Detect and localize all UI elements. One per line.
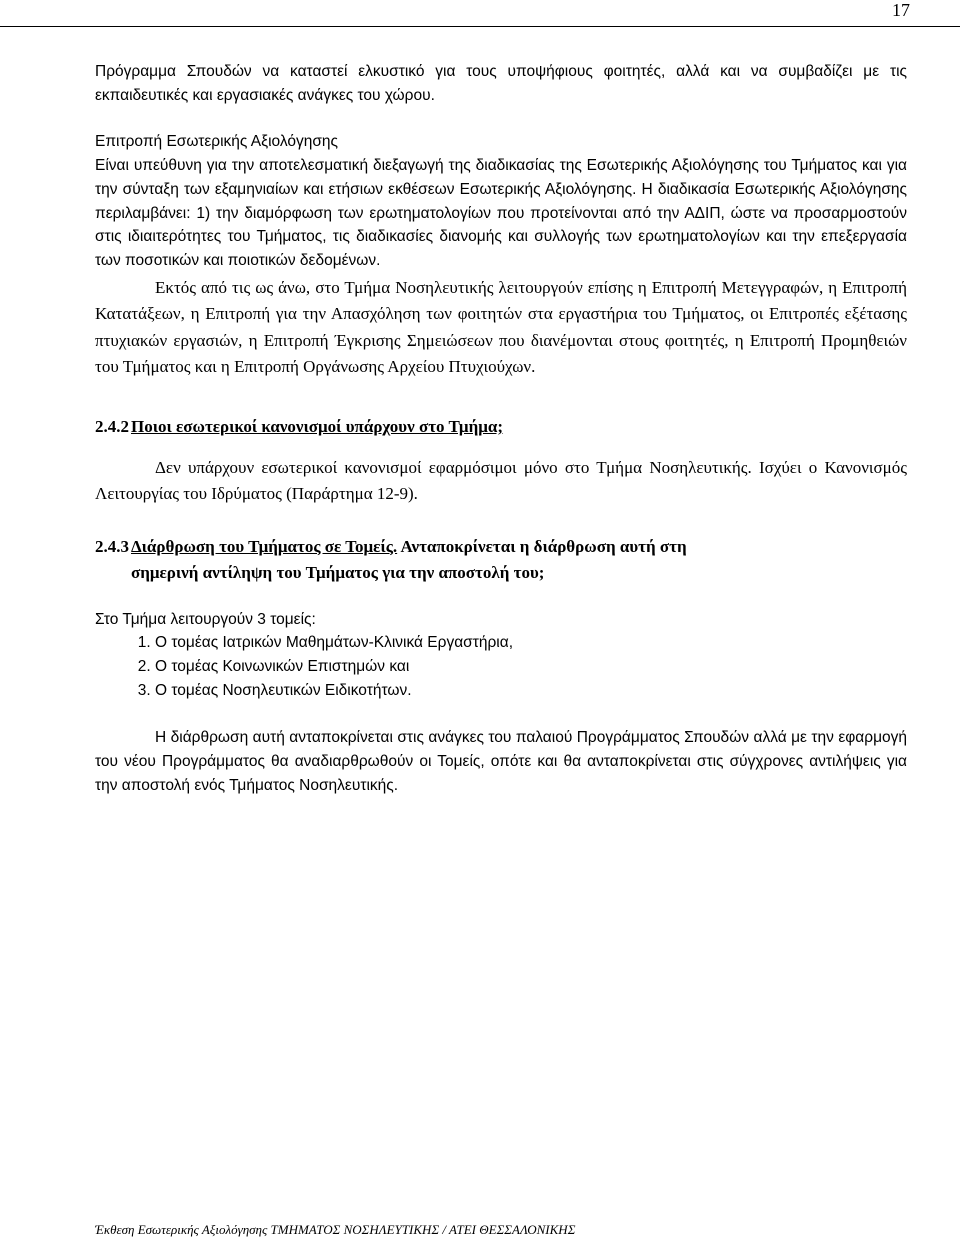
section-number: 2.4.3 [95, 536, 129, 556]
list-item: 2. Ο τομέας Κοινωνικών Επιστημών και [155, 655, 907, 679]
list-item: 1. Ο τομέας Ιατρικών Μαθημάτων-Κλινικά Εργαστήρια, [155, 631, 907, 655]
list-item: 3. Ο τομέας Νοσηλευτικών Ειδικοτήτων. [155, 679, 907, 703]
page-footer: Έκθεση Εσωτερικής Αξιολόγησης ΤΜΗΜΑΤΟΣ ΝΟΣΗΛΕΥΤΙΚΗΣ / ΑΤΕΙ ΘΕΣΣΑΛΟΝΙΚΗΣ [95, 1222, 576, 1237]
page-number: 17 [892, 0, 910, 20]
sectors-list [95, 631, 907, 702]
sectors-intro: Στο Τμήμα λειτουργούν 3 τομείς: [95, 610, 316, 628]
section-2-4-3-heading [95, 534, 907, 586]
committee-title: Επιτροπή Εσωτερικής Αξιολόγησης [95, 133, 339, 151]
section-2-4-2-heading [95, 414, 907, 440]
header-rule [0, 26, 960, 27]
paragraph-other-committees: Εκτός από τις ως άνω, στο Τμήμα Νοσηλευτικής λειτουργούν επίσης η Επιτροπή Μετεγγραφών, η Επιτροπή Κατατάξεων, η Επιτροπή για την Απασχόληση των φοιτητών στα εργαστήρια του Τμήματος, οι Επιτροπές εξέτασης πτυχιακών εργασιών, η Επιτροπή Έγκρισης Σημειώσεων που διανέμονται στους φοιτητές, η Επιτροπή Προμηθειών του Τμήματος και η Επιτροπή Οργάνωσης Αρχείου Πτυχιούχων. [95, 277, 907, 377]
paragraph-conclusion: Η διάρθρωση αυτή ανταποκρίνεται στις ανάγκες του παλαιού Προγράμματος Σπουδών αλλά με την εφαρμογή του νέου Προγράμματος θα αναδιαρθρωθούν οι Τομείς, οπότε και θα ανταποκρίνεται στις σύγχρονες αντιλήψεις για την αποστολή ενός Τμήματος Νοσηλευτικής. [95, 729, 907, 794]
paragraph-regulations: Δεν υπάρχουν εσωτερικοί κανονισμοί εφαρμόσιμοι μόνο στο Τμήμα Νοσηλευτικής. Ισχύει ο Κανονισμός Λειτουργίας του Ιδρύματος (Παράρτημα 12-9). [95, 457, 907, 504]
section-title: Ποιοι εσωτερικοί κανονισμοί υπάρχουν στο Τμήμα; [131, 416, 504, 436]
section-title-continuation: σημερινή αντίληψη του Τμήματος για την αποστολή του; [131, 562, 545, 582]
section-number: 2.4.2 [95, 416, 129, 436]
section-title-rest: Ανταποκρίνεται η διάρθρωση αυτή στη [397, 536, 687, 556]
paragraph-committee: Είναι υπεύθυνη για την αποτελεσματική διεξαγωγή της διαδικασίας της Εσωτερικής Αξιολόγησης του Τμήματος και για την σύνταξη των εξαμηνιαίων και ετήσιων εκθέσεων Εσωτερικής Αξιολόγησης. Η διαδικασία Εσωτερικής Αξιολόγησης περιλαμβάνει: 1) την διαμόρφωση των ερωτηματολογίων που προτείνονται από την ΑΔΙΠ, ώστε να προσαρμοστούν στις ιδιαιτερότητες του Τμήματος, τις διαδικασίες διανομής και συλλογής των ερωτηματολογίων και την επεξεργασία των ποσοτικών και ποιοτικών δεδομένων. [95, 157, 907, 269]
section-title: Διάρθρωση του Τμήματος σε Τομείς. [131, 536, 398, 556]
paragraph-curriculum: Πρόγραμμα Σπουδών να καταστεί ελκυστικό για τους υποψήφιους φοιτητές, αλλά και να συμβαδίζει με τις εκπαιδευτικές και εργασιακές ανάγκες του χώρου. [95, 63, 907, 104]
document-body [95, 60, 907, 798]
